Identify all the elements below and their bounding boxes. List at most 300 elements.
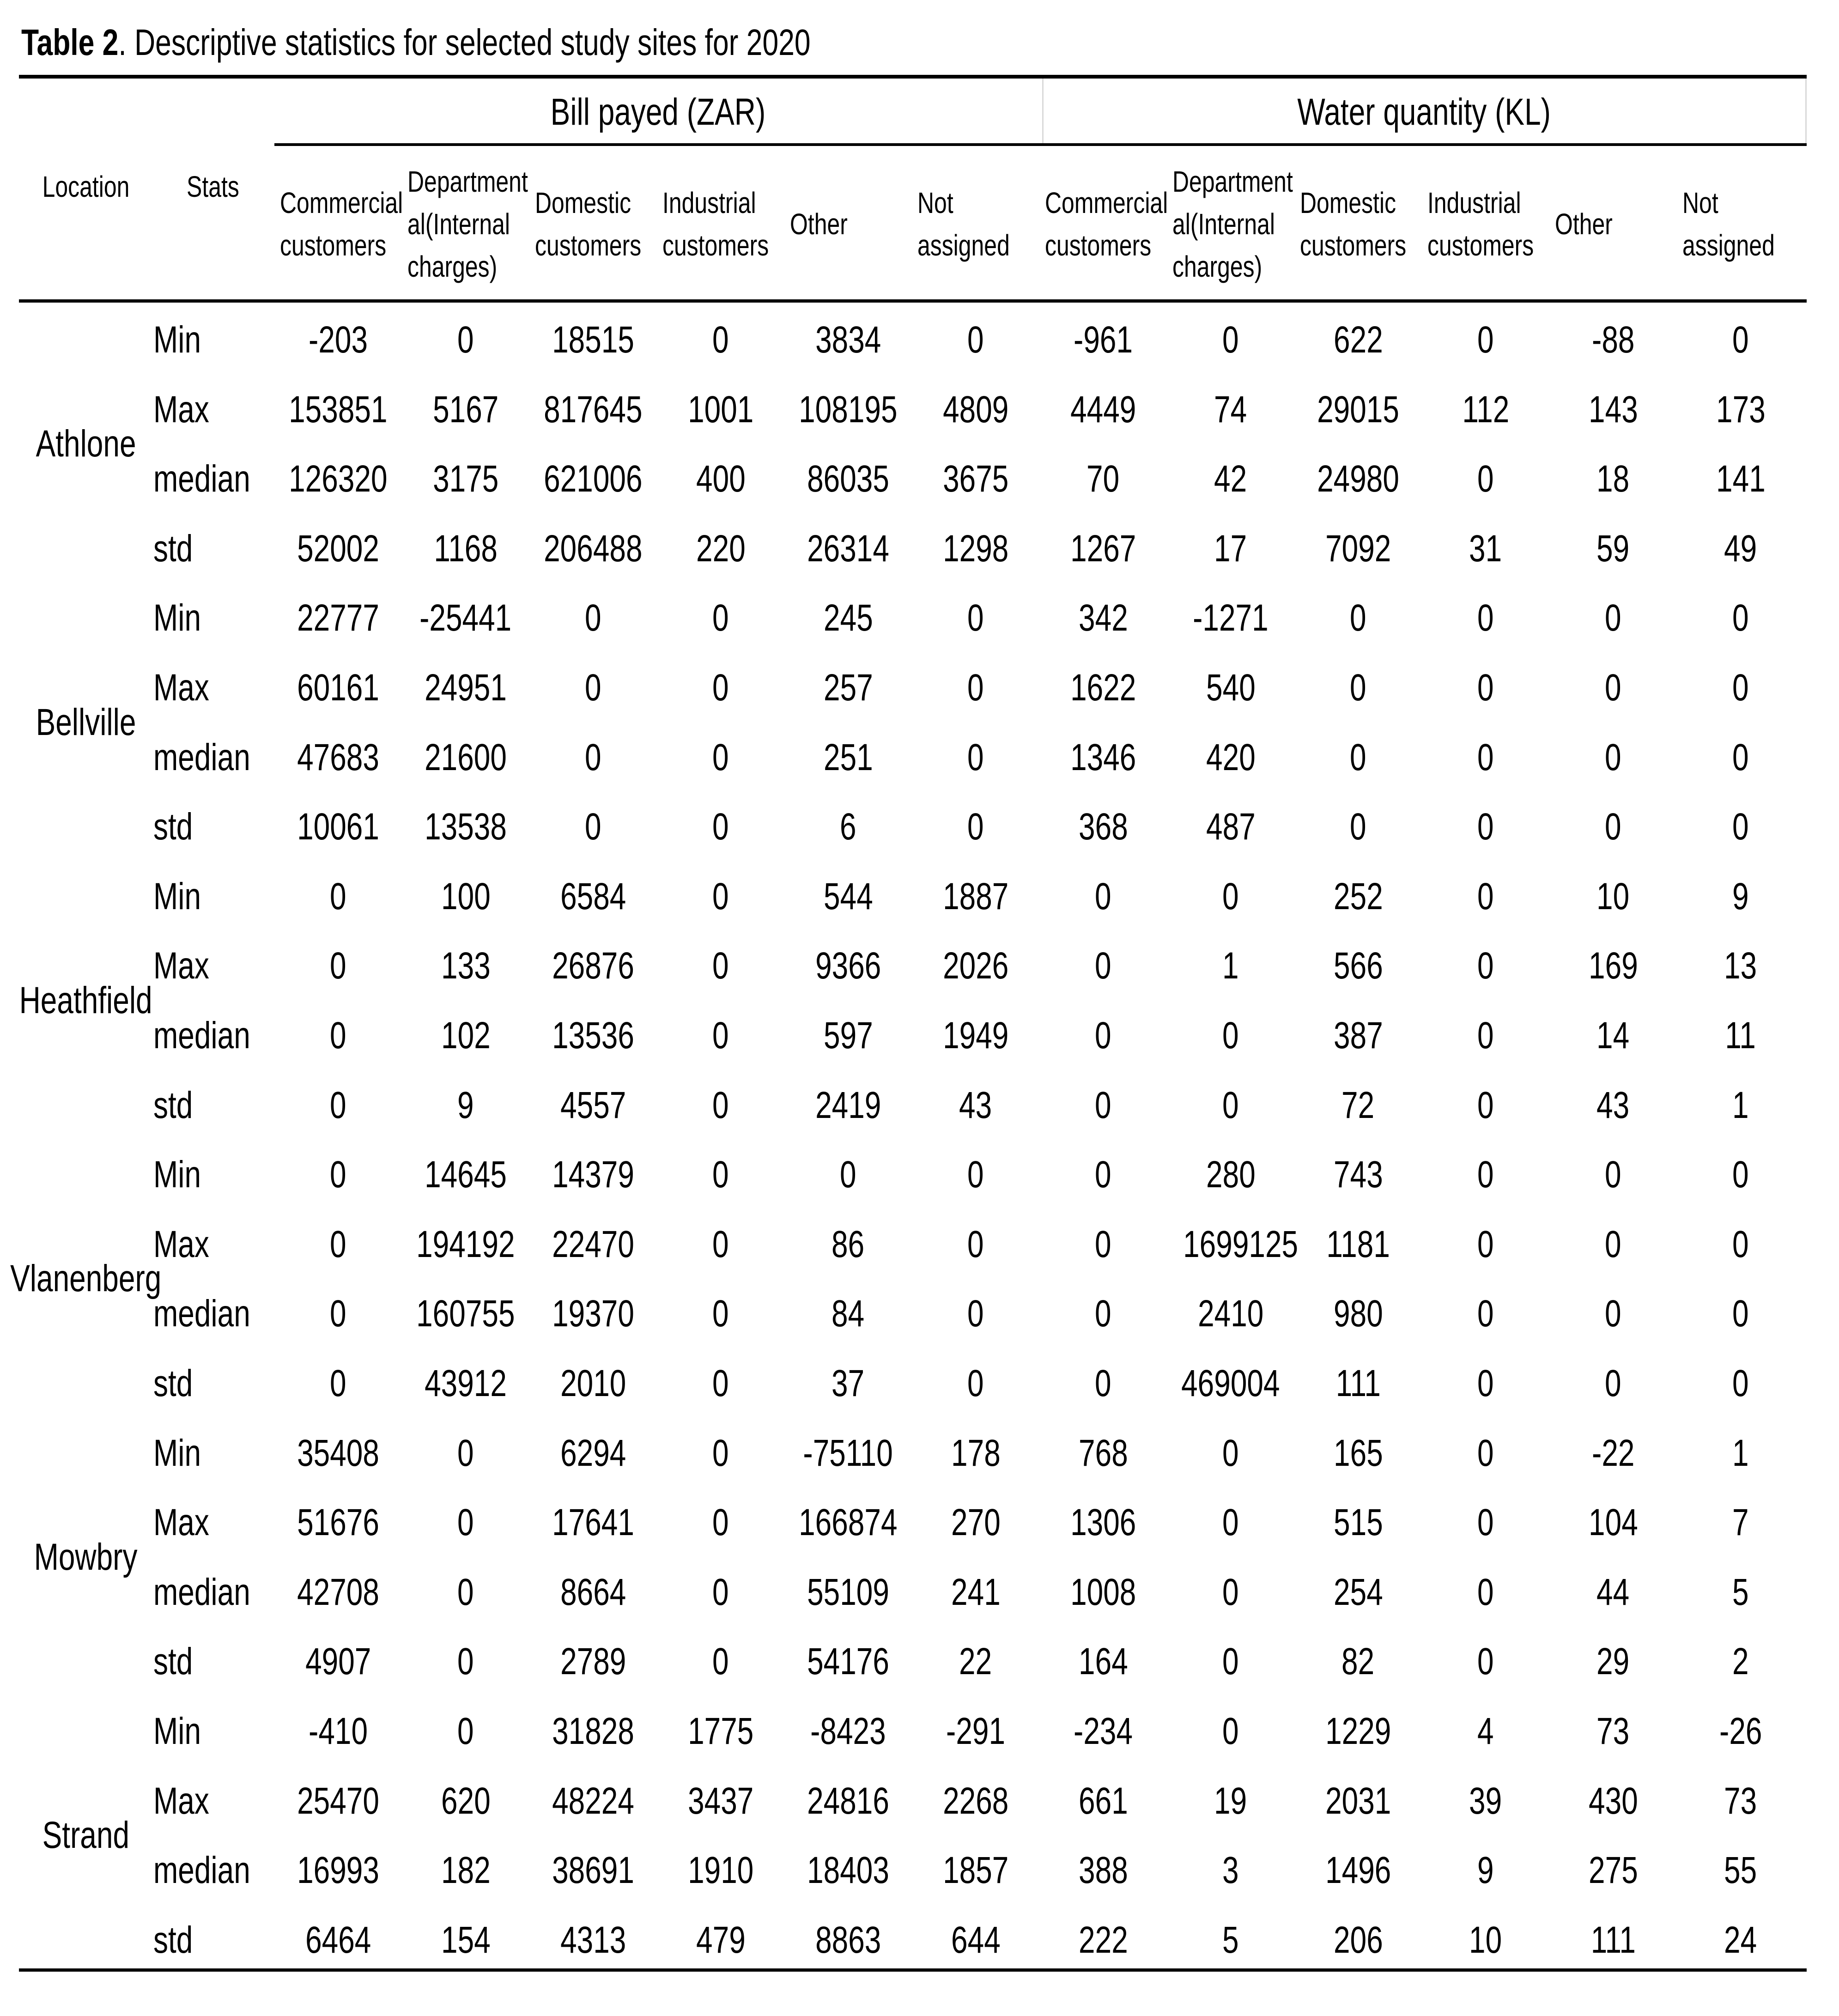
table-cell: 4313 xyxy=(560,1919,626,1961)
table-row xyxy=(0,1696,1839,1766)
column-header-line: assigned xyxy=(1682,229,1775,262)
table-cell: 0 xyxy=(1095,1154,1111,1196)
table-cell: 59 xyxy=(1596,527,1630,570)
table-cell: 19 xyxy=(1214,1779,1247,1822)
table-cell: 13 xyxy=(1724,945,1757,987)
column-header-line: charges) xyxy=(407,250,498,283)
table-cell: 8664 xyxy=(560,1571,626,1613)
table-cell: 0 xyxy=(967,806,984,848)
stat-label: Min xyxy=(153,1432,201,1474)
table-cell: 22 xyxy=(959,1640,992,1683)
table-caption-text: . Descriptive statistics for selected study sites for 2020 xyxy=(118,22,811,63)
table-cell: 39 xyxy=(1469,1779,1502,1822)
table-cell: 0 xyxy=(1222,1640,1239,1683)
column-header-line: Department xyxy=(407,165,528,198)
stat-label: Min xyxy=(153,875,201,917)
stat-label: Max xyxy=(153,388,209,431)
column-header xyxy=(1294,148,1422,300)
table-cell: 0 xyxy=(967,1154,984,1196)
table-cell: 3175 xyxy=(432,458,499,500)
table-cell: 0 xyxy=(1095,1084,1111,1126)
table-row xyxy=(0,444,1839,514)
table-cell: 49 xyxy=(1724,527,1757,570)
table-cell: 1229 xyxy=(1325,1710,1391,1752)
table-row xyxy=(0,1627,1839,1696)
table-row xyxy=(0,1140,1839,1209)
table-cell: 43 xyxy=(1596,1084,1630,1126)
table-cell: 0 xyxy=(967,736,984,778)
table-cell: 0 xyxy=(1732,667,1749,709)
table-cell: 0 xyxy=(967,1293,984,1335)
table-cell: 275 xyxy=(1588,1849,1638,1892)
column-header xyxy=(1039,148,1167,300)
table-cell: 420 xyxy=(1206,736,1256,778)
table-cell: 0 xyxy=(1477,458,1494,500)
table-cell: 0 xyxy=(1350,667,1366,709)
table-cell: 24951 xyxy=(425,667,507,709)
table-cell: 21600 xyxy=(425,736,507,778)
table-cell: 43 xyxy=(959,1084,992,1126)
table-cell: 7092 xyxy=(1325,527,1391,570)
table-cell: 1267 xyxy=(1070,527,1136,570)
group-underline-rule xyxy=(274,143,1807,146)
table-cell: 4809 xyxy=(942,388,1009,431)
column-header-line: Department xyxy=(1172,165,1293,198)
table-cell: 3437 xyxy=(687,1779,754,1822)
table-cell: 70 xyxy=(1086,458,1120,500)
table-cell: 0 xyxy=(585,806,601,848)
table-cell: 0 xyxy=(1477,597,1494,639)
column-header xyxy=(912,148,1039,300)
table-cell: 0 xyxy=(1095,875,1111,917)
table-cell: 5 xyxy=(1222,1919,1239,1961)
table-cell: 17641 xyxy=(552,1501,634,1544)
table-cell: -410 xyxy=(308,1710,368,1752)
table-cell: 111 xyxy=(1590,1919,1636,1961)
stat-label: Min xyxy=(153,1154,201,1196)
table-row xyxy=(0,1418,1839,1488)
table-cell: 0 xyxy=(1095,945,1111,987)
table-cell: 126320 xyxy=(289,458,388,500)
table-cell: 160755 xyxy=(416,1293,515,1335)
table-row xyxy=(0,1348,1839,1418)
table-cell: 0 xyxy=(712,875,729,917)
table-row xyxy=(0,1209,1839,1279)
column-header xyxy=(784,148,912,300)
table-cell: 0 xyxy=(1477,806,1494,848)
table-cell: 368 xyxy=(1078,806,1128,848)
table-cell: 0 xyxy=(712,1362,729,1404)
table-cell: 154 xyxy=(441,1919,491,1961)
table-cell: 1887 xyxy=(942,875,1009,917)
table-cell: 9 xyxy=(1732,875,1749,917)
table-cell: 6464 xyxy=(305,1919,371,1961)
table-cell: 52002 xyxy=(297,527,379,570)
group-right-edge xyxy=(1805,79,1807,143)
table-cell: 0 xyxy=(967,319,984,361)
table-cell: 1 xyxy=(1732,1084,1749,1126)
table-cell: 768 xyxy=(1078,1432,1128,1474)
table-cell: 0 xyxy=(330,1084,346,1126)
table-cell: 430 xyxy=(1588,1779,1638,1822)
table-cell: 37 xyxy=(831,1362,865,1404)
stat-label: Min xyxy=(153,1710,201,1752)
table-cell: 1 xyxy=(1732,1432,1749,1474)
table-cell: 0 xyxy=(1605,1293,1621,1335)
stat-label: median xyxy=(153,458,250,500)
stat-label: Min xyxy=(153,597,201,639)
table-cell: 1857 xyxy=(942,1849,1009,1892)
column-header-line: al(Internal xyxy=(1172,207,1275,241)
table-cell: 6584 xyxy=(560,875,626,917)
table-cell: 342 xyxy=(1078,597,1128,639)
table-cell: 1 xyxy=(1222,945,1239,987)
table-cell: 1306 xyxy=(1070,1501,1136,1544)
table-cell: 2268 xyxy=(942,1779,1009,1822)
table-cell: 0 xyxy=(1222,1710,1239,1752)
table-cell: 3 xyxy=(1222,1849,1239,1892)
column-header-line: Commercial xyxy=(1045,186,1168,219)
stat-label: Max xyxy=(153,945,209,987)
table-cell: 48224 xyxy=(552,1779,634,1822)
table-row xyxy=(0,1279,1839,1348)
table-cell: 4907 xyxy=(305,1640,371,1683)
table-cell: 0 xyxy=(1477,1362,1494,1404)
column-header-line: Not xyxy=(1682,186,1718,219)
table-cell: 0 xyxy=(1477,1640,1494,1683)
column-header-line: Other xyxy=(790,207,848,241)
table-cell: 42708 xyxy=(297,1571,379,1613)
table-cell: 0 xyxy=(1732,1362,1749,1404)
stat-label: median xyxy=(153,1014,250,1057)
table-cell: 55 xyxy=(1724,1849,1757,1892)
table-cell: 5 xyxy=(1732,1571,1749,1613)
table-cell: 102 xyxy=(441,1014,491,1057)
table-cell: -22 xyxy=(1591,1432,1635,1474)
table-cell: 0 xyxy=(712,319,729,361)
table-row xyxy=(0,305,1839,375)
table-cell: 0 xyxy=(1477,875,1494,917)
table-row xyxy=(0,931,1839,1001)
table-cell: 743 xyxy=(1333,1154,1383,1196)
stat-label: Min xyxy=(153,319,201,361)
table-cell: 14645 xyxy=(425,1154,507,1196)
column-header-stats: Stats xyxy=(187,170,239,203)
stat-label: std xyxy=(153,1362,193,1404)
location-label: Mowbry xyxy=(34,1536,138,1578)
table-cell: 566 xyxy=(1333,945,1383,987)
table-cell: 173 xyxy=(1716,388,1766,431)
table-cell: 42 xyxy=(1214,458,1247,500)
table-cell: 0 xyxy=(1477,1154,1494,1196)
table-cell: 252 xyxy=(1333,875,1383,917)
table-cell: -1271 xyxy=(1193,597,1268,639)
table-cell: 544 xyxy=(823,875,873,917)
table-cell: 11 xyxy=(1725,1014,1756,1057)
column-header-line: customers xyxy=(535,229,642,262)
table-cell: 644 xyxy=(951,1919,1001,1961)
table-cell: 164 xyxy=(1078,1640,1128,1683)
table-cell: 2 xyxy=(1732,1640,1749,1683)
table-cell: 9 xyxy=(457,1084,474,1126)
table-cell: 31 xyxy=(1469,527,1502,570)
table-cell: 0 xyxy=(1222,1501,1239,1544)
column-header-line: customers xyxy=(280,229,387,262)
table-cell: 14 xyxy=(1596,1014,1630,1057)
location-label: Athlone xyxy=(36,423,136,465)
table-cell: 2789 xyxy=(560,1640,626,1683)
table-cell: 2419 xyxy=(815,1084,881,1126)
column-header xyxy=(402,148,529,300)
table-row xyxy=(0,792,1839,862)
table-cell: 141 xyxy=(1716,458,1766,500)
table-cell: 1181 xyxy=(1326,1223,1390,1265)
table-cell: 29015 xyxy=(1317,388,1399,431)
table-cell: 5167 xyxy=(432,388,499,431)
table-cell: 0 xyxy=(1732,1293,1749,1335)
table-cell: 29 xyxy=(1596,1640,1630,1683)
table-cell: 112 xyxy=(1462,388,1509,431)
stat-label: median xyxy=(153,736,250,778)
table-cell: 73 xyxy=(1724,1779,1757,1822)
table-cell: 0 xyxy=(1477,1432,1494,1474)
table-cell: 133 xyxy=(441,945,491,987)
column-header-line: Industrial xyxy=(1427,186,1521,219)
group-header-water-quantity: Water quantity (KL) xyxy=(1297,91,1551,133)
table-cell: 0 xyxy=(712,736,729,778)
table-cell: 245 xyxy=(823,597,873,639)
table-cell: 0 xyxy=(330,1293,346,1335)
table-cell: 0 xyxy=(712,1640,729,1683)
table-cell: 0 xyxy=(840,1154,856,1196)
table-cell: 2410 xyxy=(1197,1293,1264,1335)
table-cell: 0 xyxy=(457,319,474,361)
table-cell: 0 xyxy=(1605,1223,1621,1265)
table-cell: -25441 xyxy=(419,597,512,639)
table-cell: 0 xyxy=(1350,736,1366,778)
table-cell: 0 xyxy=(1477,1223,1494,1265)
table-cell: 540 xyxy=(1206,667,1256,709)
stat-label: median xyxy=(153,1293,250,1335)
table-cell: 0 xyxy=(1222,319,1239,361)
table-cell: 25470 xyxy=(297,1779,379,1822)
table-cell: 35408 xyxy=(297,1432,379,1474)
table-row xyxy=(0,1001,1839,1070)
table-row xyxy=(0,375,1839,444)
table-cell: 0 xyxy=(1095,1223,1111,1265)
table-cell: 0 xyxy=(1732,319,1749,361)
column-header xyxy=(1167,148,1294,300)
table-cell: 0 xyxy=(712,597,729,639)
table-cell: 2026 xyxy=(942,945,1009,987)
table-cell: 26314 xyxy=(807,527,889,570)
table-cell: -26 xyxy=(1719,1710,1762,1752)
table-cell: 388 xyxy=(1078,1849,1128,1892)
table-cell: 22470 xyxy=(552,1223,634,1265)
table-cell: 153851 xyxy=(289,388,388,431)
table-cell: 1001 xyxy=(687,388,754,431)
table-cell: 0 xyxy=(585,597,601,639)
table-cell: 0 xyxy=(1605,806,1621,848)
location-label: Heathfield xyxy=(19,979,153,1021)
table-cell: 0 xyxy=(330,1014,346,1057)
table-cell: 1346 xyxy=(1070,736,1136,778)
table-cell: 14379 xyxy=(552,1154,634,1196)
table-cell: 400 xyxy=(696,458,746,500)
table-cell: 479 xyxy=(696,1919,746,1961)
table-cell: 17 xyxy=(1214,527,1247,570)
table-cell: 622 xyxy=(1333,319,1383,361)
table-cell: 18515 xyxy=(552,319,634,361)
table-cell: 104 xyxy=(1588,1501,1638,1544)
stat-label: std xyxy=(153,527,193,570)
table-cell: 13536 xyxy=(552,1014,634,1057)
table-cell: 0 xyxy=(1350,806,1366,848)
table-cell: 0 xyxy=(1477,319,1494,361)
table-cell: 0 xyxy=(967,597,984,639)
location-label: Vlanenberg xyxy=(10,1257,162,1300)
table-cell: 18403 xyxy=(807,1849,889,1892)
table-cell: 0 xyxy=(457,1710,474,1752)
table-cell: 4557 xyxy=(560,1084,626,1126)
table-cell: 469004 xyxy=(1181,1362,1280,1404)
table-cell: 597 xyxy=(823,1014,873,1057)
table-cell: 111 xyxy=(1335,1362,1381,1404)
table-cell: 178 xyxy=(951,1432,1001,1474)
table-cell: 26876 xyxy=(552,945,634,987)
table-cell: 18 xyxy=(1596,458,1630,500)
table-cell: 0 xyxy=(1732,1223,1749,1265)
table-cell: -234 xyxy=(1073,1710,1133,1752)
table-cell: 16993 xyxy=(297,1849,379,1892)
column-header-line: customers xyxy=(1300,229,1407,262)
stat-label: std xyxy=(153,806,193,848)
table-cell: 38691 xyxy=(552,1849,634,1892)
table-cell: 0 xyxy=(1605,1362,1621,1404)
table-cell: 44 xyxy=(1596,1571,1630,1613)
table-cell: -75110 xyxy=(803,1432,893,1474)
table-cell: -8423 xyxy=(810,1710,886,1752)
column-header-line: customers xyxy=(1427,229,1534,262)
table-row xyxy=(0,1766,1839,1836)
table-cell: 2010 xyxy=(560,1362,626,1404)
table-cell: 0 xyxy=(1222,875,1239,917)
table-cell: 0 xyxy=(1222,1432,1239,1474)
table-cell: 0 xyxy=(712,806,729,848)
table-cell: 1699125 xyxy=(1183,1223,1299,1265)
column-header xyxy=(1422,148,1549,300)
table-cell: 3834 xyxy=(815,319,881,361)
location-label: Strand xyxy=(42,1814,130,1857)
table-cell: 0 xyxy=(712,1432,729,1474)
table-cell: 100 xyxy=(441,875,491,917)
column-header-line: assigned xyxy=(917,229,1010,262)
table-cell: 487 xyxy=(1206,806,1256,848)
table-cell: 0 xyxy=(1222,1014,1239,1057)
stat-label: median xyxy=(153,1849,250,1892)
table-cell: 0 xyxy=(712,1014,729,1057)
table-cell: 0 xyxy=(1605,736,1621,778)
table-cell: 280 xyxy=(1206,1154,1256,1196)
table-cell: 206488 xyxy=(544,527,643,570)
table-cell: 0 xyxy=(1222,1571,1239,1613)
table-cell: 22777 xyxy=(297,597,379,639)
table-cell: 0 xyxy=(712,1293,729,1335)
column-header-line: Commercial xyxy=(280,186,403,219)
table-cell: 0 xyxy=(457,1571,474,1613)
table-cell: 10 xyxy=(1596,875,1630,917)
column-header xyxy=(1677,148,1804,300)
table-cell: 1168 xyxy=(434,527,498,570)
table-cell: 270 xyxy=(951,1501,1001,1544)
table-row xyxy=(0,653,1839,723)
table-cell: 220 xyxy=(696,527,746,570)
table-cell: 0 xyxy=(1477,1293,1494,1335)
table-cell: 222 xyxy=(1078,1919,1128,1961)
table-cell: 0 xyxy=(330,1362,346,1404)
table-cell: 10 xyxy=(1469,1919,1502,1961)
table-cell: 194192 xyxy=(416,1223,515,1265)
table-row xyxy=(0,1557,1839,1627)
table-cell: 0 xyxy=(712,1223,729,1265)
stat-label: Max xyxy=(153,1223,209,1265)
table-cell: 0 xyxy=(330,875,346,917)
column-header-line: customers xyxy=(662,229,769,262)
table-cell: 2031 xyxy=(1325,1779,1391,1822)
table-cell: 0 xyxy=(1732,736,1749,778)
table-cell: 0 xyxy=(585,736,601,778)
table-cell: 0 xyxy=(457,1640,474,1683)
table-cell: 24 xyxy=(1724,1919,1757,1961)
table-cell: 206 xyxy=(1333,1919,1383,1961)
stat-label: Max xyxy=(153,1779,209,1822)
table-row xyxy=(0,862,1839,931)
column-header xyxy=(657,148,784,300)
table-cell: 0 xyxy=(1477,945,1494,987)
table-cell: 0 xyxy=(1477,1571,1494,1613)
table-row xyxy=(0,723,1839,792)
table-cell: 0 xyxy=(1605,597,1621,639)
table-cell: 980 xyxy=(1333,1293,1383,1335)
table-cell: 1298 xyxy=(942,527,1009,570)
column-header-location: Location xyxy=(42,170,130,203)
table-cell: 817645 xyxy=(544,388,643,431)
table-cell: 31828 xyxy=(552,1710,634,1752)
stat-label: median xyxy=(153,1571,250,1613)
table-cell: 0 xyxy=(585,667,601,709)
table-cell: -291 xyxy=(946,1710,1006,1752)
table-cell: 0 xyxy=(1605,667,1621,709)
table-cell: 387 xyxy=(1333,1014,1383,1057)
stat-label: Max xyxy=(153,667,209,709)
table-cell: 661 xyxy=(1078,1779,1128,1822)
table-cell: 3675 xyxy=(942,458,1009,500)
column-header xyxy=(529,148,657,300)
table-cell: 1496 xyxy=(1325,1849,1391,1892)
stat-label: std xyxy=(153,1640,193,1683)
table-cell: 0 xyxy=(1350,597,1366,639)
table-cell: 0 xyxy=(967,1362,984,1404)
location-label: Bellville xyxy=(36,701,136,743)
table-cell: 0 xyxy=(457,1432,474,1474)
table-cell: 84 xyxy=(831,1293,865,1335)
table-cell: 54176 xyxy=(807,1640,889,1683)
table-cell: 0 xyxy=(330,1154,346,1196)
table-cell: 9366 xyxy=(815,945,881,987)
table-cell: 43912 xyxy=(425,1362,507,1404)
table-row xyxy=(0,514,1839,583)
table-cell: 73 xyxy=(1596,1710,1630,1752)
